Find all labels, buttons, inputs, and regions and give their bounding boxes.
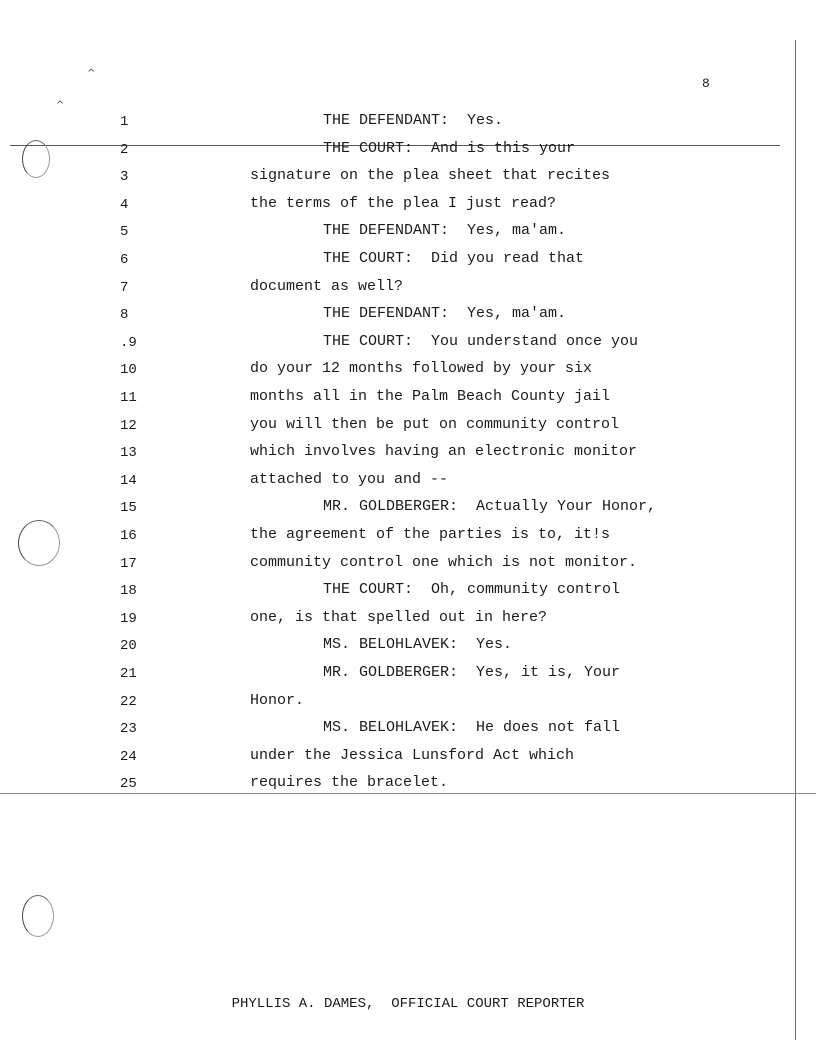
- transcript-line: MR. GOLDBERGER: Actually Your Honor,: [323, 498, 657, 515]
- line-number: 19: [120, 611, 137, 627]
- transcript-line: document as well?: [250, 278, 404, 295]
- scan-speck: ^: [87, 68, 96, 79]
- line-number: .9: [120, 335, 137, 351]
- line-number: 7: [120, 280, 129, 296]
- transcript-line: THE COURT: You understand once you: [323, 333, 639, 350]
- transcript-line: THE DEFENDANT: Yes, ma'am.: [323, 305, 567, 322]
- line-number: 8: [120, 307, 129, 323]
- transcript-line: THE COURT: And is this your: [323, 140, 576, 157]
- line-number: 4: [120, 197, 129, 213]
- line-number: 25: [120, 776, 137, 792]
- footer-reporter: PHYLLIS A. DAMES, OFFICIAL COURT REPORTER: [231, 996, 585, 1012]
- line-number: 5: [120, 224, 129, 240]
- line-number: 1: [120, 114, 129, 130]
- scan-speck: ^: [56, 100, 65, 111]
- transcript-line: the terms of the plea I just read?: [250, 195, 557, 212]
- line-number: 20: [120, 638, 137, 654]
- transcript-line: THE COURT: Oh, community control: [323, 581, 621, 598]
- transcript-line: which involves having an electronic monitor: [250, 443, 638, 460]
- line-number: 16: [120, 528, 137, 544]
- transcript-line: Honor.: [250, 692, 305, 709]
- line-number: 12: [120, 418, 137, 434]
- line-number: 6: [120, 252, 129, 268]
- line-number: 18: [120, 583, 137, 599]
- line-number: 14: [120, 473, 137, 489]
- transcript-line: the agreement of the parties is to, it!s: [250, 526, 611, 543]
- line-number: 2: [120, 142, 129, 158]
- line-number: 13: [120, 445, 137, 461]
- line-number: 23: [120, 721, 137, 737]
- transcript-line: one, is that spelled out in here?: [250, 609, 548, 626]
- line-number: 17: [120, 556, 137, 572]
- right-margin-rule: [795, 40, 796, 1040]
- transcript-line: you will then be put on community control: [250, 416, 620, 433]
- transcript-line: THE DEFENDANT: Yes.: [323, 112, 504, 129]
- punch-hole-bottom: [22, 895, 54, 937]
- line-number: 3: [120, 169, 129, 185]
- page-number: 8: [702, 76, 710, 91]
- punch-hole-middle: [18, 520, 60, 566]
- transcript-line: THE DEFENDANT: Yes, ma'am.: [323, 222, 567, 239]
- transcript-line: THE COURT: Did you read that: [323, 250, 585, 267]
- line-number: 15: [120, 500, 137, 516]
- transcript-line: months all in the Palm Beach County jail: [250, 388, 611, 405]
- line-number: 22: [120, 694, 137, 710]
- transcript-line: MS. BELOHLAVEK: Yes.: [323, 636, 513, 653]
- line-number: 11: [120, 390, 137, 406]
- transcript-line: MR. GOLDBERGER: Yes, it is, Your: [323, 664, 621, 681]
- transcript-line: community control one which is not monitor.: [250, 554, 638, 571]
- punch-hole-top: [22, 140, 50, 178]
- transcript-line: MS. BELOHLAVEK: He does not fall: [323, 719, 621, 736]
- line-number: 24: [120, 749, 137, 765]
- transcript-line: attached to you and --: [250, 471, 449, 488]
- line-number: 10: [120, 362, 137, 378]
- transcript-line: requires the bracelet.: [250, 774, 449, 791]
- transcript-line: signature on the plea sheet that recites: [250, 167, 611, 184]
- line-number: 21: [120, 666, 137, 682]
- bottom-rule: [0, 793, 816, 794]
- transcript-line: do your 12 months followed by your six: [250, 360, 593, 377]
- transcript-line: under the Jessica Lunsford Act which: [250, 747, 575, 764]
